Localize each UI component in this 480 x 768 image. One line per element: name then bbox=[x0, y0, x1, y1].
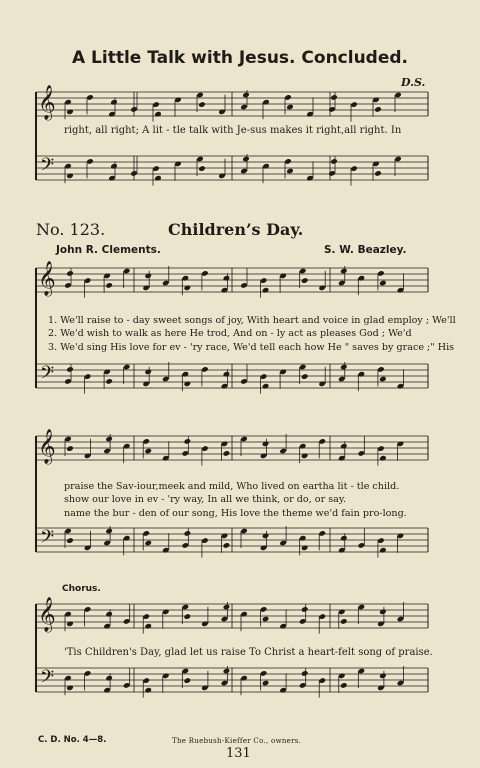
system-2-treble-note bbox=[301, 453, 309, 460]
chorus-treble-note bbox=[301, 606, 309, 613]
system-1-treble-note bbox=[66, 270, 74, 277]
system-1-bass-note bbox=[223, 371, 231, 378]
chorus-bass-note bbox=[223, 668, 231, 675]
fragment-bass-note bbox=[154, 175, 162, 182]
system-1-treble-note bbox=[340, 268, 348, 275]
system-2-treble-note bbox=[184, 438, 192, 445]
system-2-bass-note bbox=[223, 542, 231, 549]
fragment-treble-note bbox=[198, 101, 206, 108]
system-1-bass-note bbox=[262, 383, 270, 390]
bass-clef-icon: 𝄢 bbox=[40, 527, 55, 552]
system-1-bass-note bbox=[379, 376, 387, 383]
fragment-treble-note bbox=[374, 106, 382, 113]
page-number: 131 bbox=[226, 746, 251, 761]
chorus-treble-note bbox=[144, 623, 152, 630]
chorus-label: Chorus. bbox=[62, 584, 101, 594]
chorus-bass-note bbox=[66, 685, 74, 692]
chorus-treble-note bbox=[66, 621, 74, 628]
hymn-author: John R. Clements. bbox=[56, 244, 161, 256]
verse-1-line-1: 1. We'll raise to - day sweet songs of joy, With heart and voice in glad employ ; We'll bbox=[48, 315, 456, 326]
treble-clef-icon: 𝄞 bbox=[38, 261, 56, 296]
system-1-treble-note bbox=[105, 282, 113, 289]
system-1-bass-note bbox=[301, 373, 309, 380]
system-2-bass-note bbox=[105, 528, 113, 535]
chorus-treble-note bbox=[223, 604, 231, 611]
system-2-bass-note bbox=[262, 533, 270, 540]
verse-3-line-2: name the bur - den of our song, His love the theme we'd fain pro-long. bbox=[64, 508, 407, 519]
verse-2-line-2: show our love in ev - 'ry way, In all we think, or do, or say. bbox=[64, 494, 347, 505]
chorus-bass-note bbox=[340, 682, 348, 689]
system-2-bass-note bbox=[66, 537, 74, 544]
chorus-bass-note bbox=[262, 680, 270, 687]
footer-publisher: The Ruebush-Kieffer Co., owners. bbox=[172, 737, 302, 745]
system-2-treble-note bbox=[262, 441, 270, 448]
system-2-treble-note bbox=[340, 443, 348, 450]
chorus-treble-note bbox=[340, 618, 348, 625]
chorus-treble-note bbox=[105, 611, 113, 618]
system-1-bass-note bbox=[144, 369, 152, 376]
system-1-treble-note bbox=[262, 287, 270, 294]
system-2-bass-note bbox=[301, 545, 309, 552]
bass-clef-icon: 𝄢 bbox=[40, 667, 55, 692]
system-1-bass-note bbox=[105, 378, 113, 385]
fragment-treble-note bbox=[66, 109, 74, 116]
system-1-treble-note bbox=[144, 273, 152, 280]
fragment-bass-note bbox=[242, 156, 250, 163]
treble-clef-icon: 𝄞 bbox=[38, 429, 56, 464]
chorus-treble-note bbox=[184, 613, 192, 620]
treble-clef-icon: 𝄞 bbox=[38, 597, 56, 632]
fragment-lyric: right, all right; A lit - tle talk with Je-sus makes it right,all right. In bbox=[64, 125, 402, 136]
chorus-bass-note bbox=[184, 677, 192, 684]
system-2-treble-note bbox=[144, 448, 152, 455]
fragment-bass-note bbox=[66, 173, 74, 180]
chorus-bass-note bbox=[379, 673, 387, 680]
system-1-treble-note bbox=[301, 277, 309, 284]
system-2-bass-note bbox=[379, 547, 387, 554]
system-1-bass-note bbox=[184, 381, 192, 388]
system-2-bass-note bbox=[184, 530, 192, 537]
verse-1-line-2: praise the Sav-iour,meek and mild, Who lived on eartha lit - tle child. bbox=[64, 481, 400, 492]
chorus-bass-note bbox=[105, 675, 113, 682]
system-2-treble-note bbox=[223, 450, 231, 457]
fragment-bass-note bbox=[110, 163, 118, 170]
fragment-treble-note bbox=[110, 99, 118, 106]
fragment-bass-note bbox=[198, 165, 206, 172]
verse-3-line-1: 3. We'd sing His love for ev - 'ry race, We'd tell each how He " saves by grace ;" His bbox=[48, 342, 455, 353]
fragment-bass-note bbox=[374, 170, 382, 177]
hymn-title: Children’s Day. bbox=[168, 220, 304, 239]
fragment-treble-note bbox=[286, 104, 294, 111]
system-2-treble-note bbox=[379, 455, 387, 462]
system-1-treble-note bbox=[184, 285, 192, 292]
chorus-bass-note bbox=[301, 670, 309, 677]
chorus-bass-note bbox=[144, 687, 152, 694]
chorus-treble-note bbox=[379, 609, 387, 616]
footer-code: C. D. No. 4—8. bbox=[38, 735, 107, 745]
dal-segno-mark: D.S. bbox=[401, 76, 426, 89]
system-2-treble-note bbox=[105, 436, 113, 443]
page-title: A Little Talk with Jesus. Concluded. bbox=[71, 48, 409, 68]
system-2-bass-note bbox=[340, 535, 348, 542]
fragment-treble-note bbox=[330, 94, 338, 101]
system-1-bass-note bbox=[66, 366, 74, 373]
chorus-treble-note bbox=[262, 616, 270, 623]
verse-2-line-1: 2. We'd wish to walk as here He trod, And on - ly act as pleases God ; We'd bbox=[48, 328, 412, 339]
hymn-number: No. 123. bbox=[36, 220, 106, 239]
chorus-lyric: 'Tis Children's Day, glad let us raise To Christ a heart-felt song of praise. bbox=[64, 647, 433, 658]
system-1-treble-note bbox=[223, 275, 231, 282]
system-2-treble-note bbox=[66, 445, 74, 452]
fragment-treble-note bbox=[154, 111, 162, 118]
fragment-bass-note bbox=[330, 158, 338, 165]
fragment-bass-note bbox=[286, 168, 294, 175]
system-2-bass-note bbox=[144, 540, 152, 547]
system-1-treble-note bbox=[379, 280, 387, 287]
treble-clef-icon: 𝄞 bbox=[38, 85, 56, 120]
bass-clef-icon: 𝄢 bbox=[40, 363, 55, 388]
fragment-treble-note bbox=[242, 92, 250, 99]
hymn-composer: S. W. Beazley. bbox=[324, 244, 407, 256]
bass-clef-icon: 𝄢 bbox=[40, 155, 55, 180]
system-1-bass-note bbox=[340, 364, 348, 371]
